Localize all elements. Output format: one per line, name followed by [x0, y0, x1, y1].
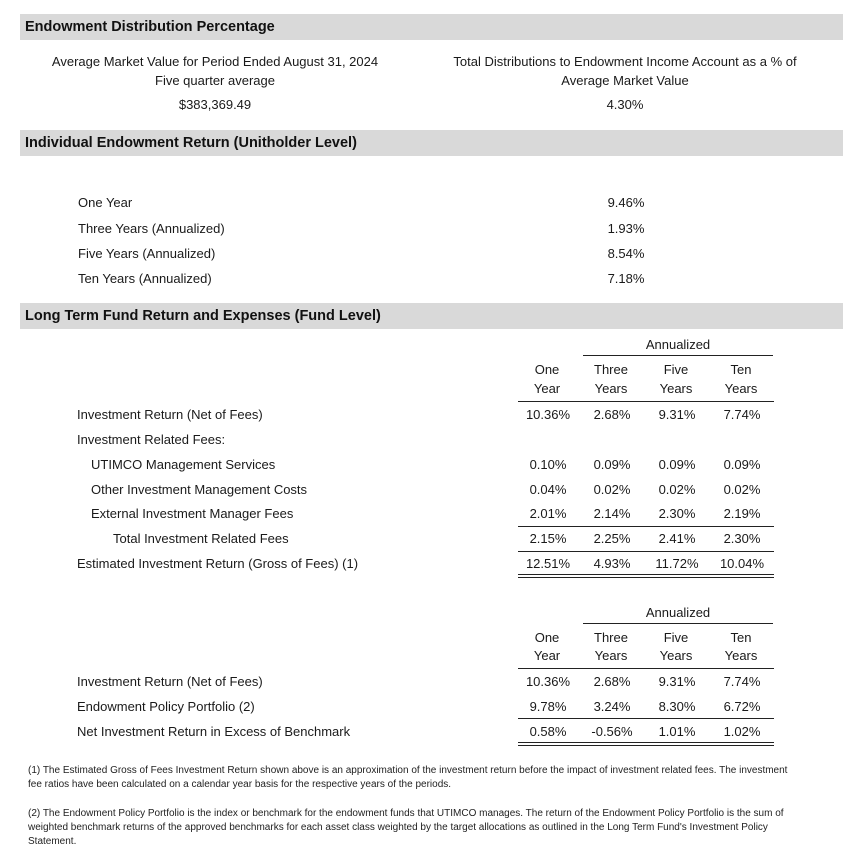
cell: 2.30%	[723, 531, 761, 546]
return-label-three-years: Three Years (Annualized)	[78, 221, 225, 236]
cell: 8.30%	[658, 699, 696, 714]
cell: 9.78%	[529, 699, 567, 714]
col-five-top: Five	[663, 362, 689, 377]
cell: 2.19%	[723, 506, 761, 521]
return-label-five-years: Five Years (Annualized)	[78, 246, 216, 261]
cell: 1.02%	[723, 724, 761, 739]
cell: 12.51%	[525, 556, 571, 571]
col-three-top: Three	[594, 630, 628, 645]
cell: 10.04%	[719, 556, 765, 571]
col-five-bottom: Years	[659, 648, 693, 663]
cell: 0.02%	[723, 482, 761, 497]
cell: 0.02%	[658, 482, 696, 497]
cell: 3.24%	[593, 699, 631, 714]
subtotal-rule	[518, 526, 774, 527]
row-label: Other Investment Management Costs	[91, 482, 308, 497]
col-one-bottom: Year	[533, 648, 561, 663]
col-three-top: Three	[594, 362, 628, 377]
row-label: Investment Related Fees:	[77, 432, 226, 447]
section-title: Individual Endowment Return (Unitholder Level)	[25, 135, 357, 151]
col-five-bottom: Years	[659, 381, 693, 396]
total-rule	[518, 551, 774, 552]
cell: 0.02%	[593, 482, 631, 497]
cell: 7.74%	[723, 407, 761, 422]
cell: 6.72%	[723, 699, 761, 714]
return-value-three-years: 1.93%	[607, 221, 645, 236]
cell: -0.56%	[591, 724, 633, 739]
cell: 10.36%	[525, 674, 571, 689]
grand-total-double-rule	[518, 742, 774, 746]
cell: 2.30%	[658, 506, 696, 521]
cell: 11.72%	[655, 556, 699, 571]
section-header-distribution	[20, 14, 843, 40]
cell: 0.04%	[529, 482, 567, 497]
col-one-bottom: Year	[533, 381, 561, 396]
cell: 2.25%	[593, 531, 631, 546]
distribution-pct-value: 4.30%	[606, 97, 644, 112]
return-value-one-year: 9.46%	[607, 195, 645, 210]
avg-market-value: $383,369.49	[178, 97, 252, 112]
row-label: UTIMCO Management Services	[91, 457, 276, 472]
row-label: External Investment Manager Fees	[91, 506, 294, 521]
cell: 4.93%	[593, 556, 631, 571]
distribution-pct-label-1: Total Distributions to Endowment Income Account as a % of	[453, 54, 797, 69]
section-title: Long Term Fund Return and Expenses (Fund Level)	[25, 308, 381, 324]
section-header-long-term-fund	[20, 303, 843, 329]
footnote-2: (2) The Endowment Policy Portfolio is the index or benchmark for the endowment funds that UTIMCO manages. The return of the Endowment Policy Portfolio is the sum of weighted benchmark returns of the approved benchmarks for each asset class weighted by the target allocations as outlined in the Long Term Fund's Investment Policy Statement.	[28, 808, 784, 847]
cell: 0.09%	[593, 457, 631, 472]
cell: 2.68%	[593, 407, 631, 422]
header-rule	[518, 668, 774, 669]
row-label: Investment Return (Net of Fees)	[77, 674, 263, 689]
header-rule	[518, 401, 774, 402]
cell: 2.68%	[593, 674, 631, 689]
cell: 9.31%	[658, 407, 696, 422]
cell: 0.09%	[723, 457, 761, 472]
col-ten-bottom: Years	[724, 648, 758, 663]
annualized-label: Annualized	[645, 337, 711, 352]
cell: 2.14%	[593, 506, 631, 521]
cell: 9.31%	[658, 674, 696, 689]
col-one-top: One	[534, 362, 560, 377]
col-ten-bottom: Years	[724, 381, 758, 396]
return-label-one-year: One Year	[78, 195, 133, 210]
cell: 0.58%	[529, 724, 567, 739]
col-three-bottom: Years	[594, 381, 628, 396]
subtotal-rule	[518, 718, 774, 719]
row-label: Total Investment Related Fees	[113, 531, 289, 546]
return-value-five-years: 8.54%	[607, 246, 645, 261]
cell: 2.01%	[529, 506, 567, 521]
cell: 2.41%	[658, 531, 696, 546]
five-quarter-label: Five quarter average	[155, 73, 275, 88]
avg-market-value-label: Average Market Value for Period Ended August 31, 2024	[51, 54, 379, 69]
section-header-individual-return	[20, 130, 843, 156]
row-label: Investment Return (Net of Fees)	[77, 407, 263, 422]
footnote-1: (1) The Estimated Gross of Fees Investment Return shown above is an approximation of the investment return before the impact of investment related fees. The investment fee ratios have been calculated on a calendar year basis for the respective years of the periods.	[28, 765, 788, 790]
grand-total-double-rule	[518, 574, 774, 578]
row-label: Estimated Investment Return (Gross of Fees) (1)	[77, 556, 359, 571]
return-value-ten-years: 7.18%	[607, 271, 645, 286]
cell: 0.10%	[529, 457, 567, 472]
return-label-ten-years: Ten Years (Annualized)	[78, 271, 212, 286]
annualized-rule	[583, 355, 773, 356]
cell: 7.74%	[723, 674, 761, 689]
cell: 2.15%	[529, 531, 567, 546]
col-one-top: One	[534, 630, 560, 645]
col-five-top: Five	[663, 630, 689, 645]
row-label: Net Investment Return in Excess of Benchmark	[77, 724, 351, 739]
annualized-rule	[583, 623, 773, 624]
row-label: Endowment Policy Portfolio (2)	[77, 699, 255, 714]
cell: 1.01%	[658, 724, 696, 739]
annualized-label: Annualized	[645, 605, 711, 620]
cell: 0.09%	[658, 457, 696, 472]
col-ten-top: Ten	[730, 362, 752, 377]
col-three-bottom: Years	[594, 648, 628, 663]
distribution-pct-label-2: Average Market Value	[561, 73, 689, 88]
section-title: Endowment Distribution Percentage	[25, 19, 275, 35]
col-ten-top: Ten	[730, 630, 752, 645]
cell: 10.36%	[525, 407, 571, 422]
